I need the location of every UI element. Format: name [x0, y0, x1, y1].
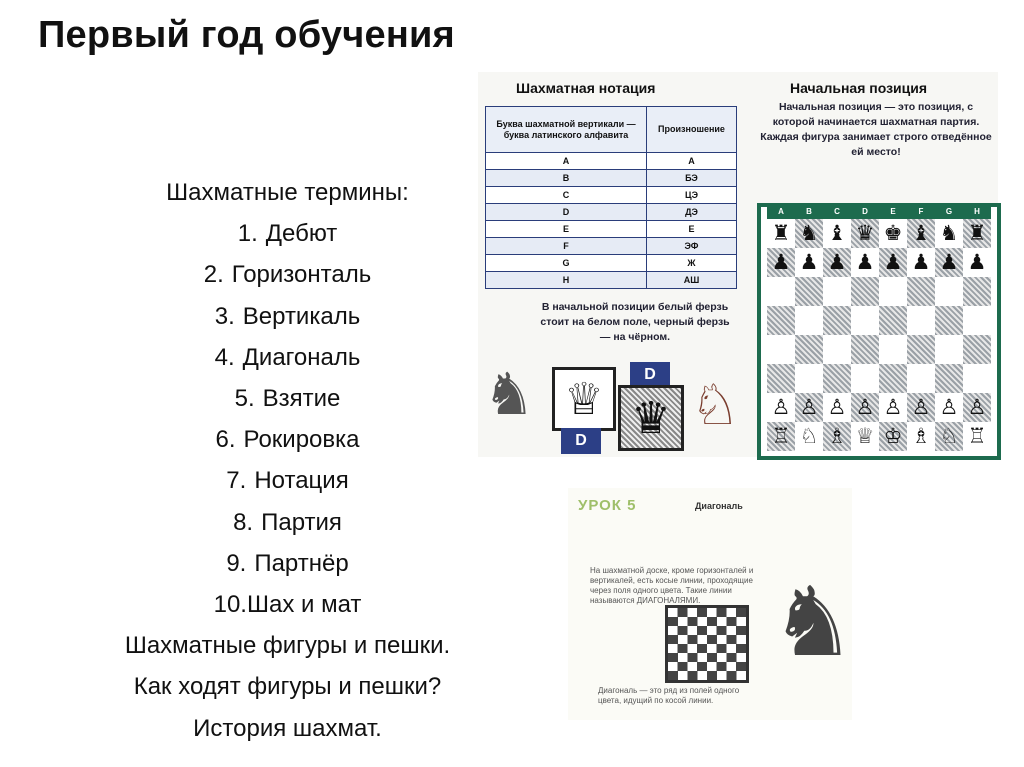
term-text: Дебют [265, 220, 338, 248]
board-square [963, 364, 991, 393]
board-square [879, 306, 907, 335]
table-row [486, 238, 737, 255]
term-text: Диагональ [242, 343, 361, 371]
table-cell: А [647, 153, 737, 170]
table-cell: F [486, 238, 647, 255]
table-cell: Ж [647, 255, 737, 272]
table-row [486, 272, 737, 289]
knight-character-icon: ♞ [770, 569, 857, 676]
table-row [486, 170, 737, 187]
black-queen-icon: ♛ [618, 385, 684, 451]
board-square: ♗ [911, 425, 931, 448]
chess-terms-list [60, 172, 515, 749]
notation-table [485, 106, 737, 289]
board-grid [767, 219, 991, 451]
label-d: D [630, 362, 670, 388]
board-square [795, 277, 823, 306]
board-square [935, 277, 963, 306]
label-d: D [561, 428, 601, 454]
board-square [823, 364, 851, 393]
term-text: Шах и мат [246, 591, 362, 619]
white-queen-icon: ♕ [552, 367, 616, 431]
file-label: A [778, 207, 784, 216]
board-square: ♞ [939, 222, 959, 245]
board-square [935, 364, 963, 393]
board-square: ♟ [799, 251, 819, 274]
table-cell: ЭФ [647, 238, 737, 255]
term-text: Нотация [254, 467, 349, 495]
term-text: Партнёр [254, 549, 349, 577]
horse-rider-icon: ♘ [690, 373, 741, 436]
board-square: ♔ [879, 422, 907, 451]
table-cell: Е [647, 221, 737, 238]
footer-line: Шахматные фигуры и пешки. [124, 632, 451, 660]
table-row [486, 204, 737, 221]
file-label: E [890, 207, 896, 216]
term-number: 3. [214, 302, 235, 330]
board-square [907, 306, 935, 335]
table-cell: H [486, 272, 647, 289]
table-row [486, 255, 737, 272]
board-square: ♘ [799, 425, 819, 448]
term-item [60, 378, 515, 419]
board-square: ♗ [823, 422, 851, 451]
file-label: C [834, 207, 840, 216]
board-square: ♙ [963, 393, 991, 422]
board-square [935, 306, 963, 335]
table-header: Буква шахматной вертикали — буква латинского алфавита [486, 107, 647, 153]
term-number: 6. [215, 426, 236, 454]
board-square [767, 277, 795, 306]
board-square [767, 306, 795, 335]
term-number: 7. [226, 467, 247, 495]
board-square: ♟ [879, 248, 907, 277]
board-square: ♝ [907, 219, 935, 248]
board-square: ♙ [851, 393, 879, 422]
term-text: Горизонталь [231, 261, 372, 289]
term-number: 1. [237, 220, 258, 248]
file-label: D [862, 207, 868, 216]
table-cell: E [486, 221, 647, 238]
board-square [851, 277, 879, 306]
board-square [823, 306, 851, 335]
board-square: ♙ [907, 393, 935, 422]
term-number: 2. [203, 261, 224, 289]
term-text: Партия [261, 508, 342, 536]
board-square [963, 277, 991, 306]
table-cell: C [486, 187, 647, 204]
board-square [851, 335, 879, 364]
board-square: ♕ [855, 425, 875, 448]
board-square [851, 364, 879, 393]
board-square: ♟ [767, 248, 795, 277]
footer-line: История шахмат. [193, 714, 382, 742]
board-square: ♞ [795, 219, 823, 248]
board-square [963, 335, 991, 364]
board-square: ♟ [823, 248, 851, 277]
table-cell: АШ [647, 272, 737, 289]
board-square [879, 364, 907, 393]
board-square: ♟ [935, 248, 963, 277]
board-square [963, 306, 991, 335]
board-square: ♚ [883, 222, 903, 245]
table-cell: A [486, 153, 647, 170]
term-item [60, 460, 515, 501]
term-item [60, 419, 515, 460]
board-square [935, 335, 963, 364]
term-item [60, 254, 515, 295]
starting-position-board [757, 203, 1001, 460]
lesson-number: УРОК 5 [578, 497, 637, 514]
file-label: H [974, 207, 980, 216]
table-row [486, 187, 737, 204]
table-cell: B [486, 170, 647, 187]
terms-header: Шахматные термины: [166, 179, 409, 206]
table-cell: G [486, 255, 647, 272]
lesson-title: Диагональ [695, 501, 743, 511]
board-square: ♝ [827, 222, 847, 245]
table-cell: ДЭ [647, 204, 737, 221]
term-number: 10. [213, 591, 247, 619]
footer-line: Как ходят фигуры и пешки? [133, 673, 442, 701]
table-cell: ЦЭ [647, 187, 737, 204]
board-file-labels [767, 207, 991, 219]
term-number: 8. [233, 508, 254, 536]
diagonal-board [665, 605, 749, 683]
table-cell: D [486, 204, 647, 221]
board-square [823, 277, 851, 306]
board-square: ♜ [963, 219, 991, 248]
board-square: ♙ [883, 396, 903, 419]
term-text: Вертикаль [242, 302, 361, 330]
table-cell: БЭ [647, 170, 737, 187]
term-item [60, 213, 515, 254]
lesson-intro-text: На шахматной доске, кроме горизонталей и вертикалей, есть косые линии, проходящие через поля одного цвета. Такие линии называются ДИАГОНАЛЯМИ. [590, 566, 754, 605]
board-square [879, 277, 907, 306]
board-square [851, 306, 879, 335]
file-label: G [945, 207, 953, 216]
term-item [60, 543, 515, 584]
board-square: ♙ [939, 396, 959, 419]
board-square [907, 335, 935, 364]
term-number: 5. [234, 385, 255, 413]
board-square: ♘ [935, 422, 963, 451]
term-text: Рокировка [243, 426, 360, 454]
board-square: ♖ [767, 422, 795, 451]
position-text: Начальная позиция — это позиция, с которой начинается шахматная партия. Каждая фигура занимает строго отведённое ей место! [760, 101, 992, 158]
board-square [907, 364, 935, 393]
term-item [60, 584, 515, 625]
board-square [823, 335, 851, 364]
board-square: ♙ [795, 393, 823, 422]
term-number: 4. [214, 343, 235, 371]
lesson-definition-text: Диагональ — это ряд из полей одного цвета, идущий по косой линии. [598, 686, 740, 705]
board-square [767, 364, 795, 393]
board-square: ♙ [771, 396, 791, 419]
file-label: F [918, 207, 924, 216]
table-row [486, 153, 737, 170]
term-item [60, 296, 515, 337]
board-square: ♟ [911, 251, 931, 274]
page-title: Первый год обучения [38, 14, 455, 56]
board-square [795, 335, 823, 364]
table-header: Произношение [647, 107, 737, 153]
board-square: ♟ [855, 251, 875, 274]
table-row [486, 221, 737, 238]
term-item [60, 337, 515, 378]
board-square [907, 277, 935, 306]
term-text: Взятие [262, 385, 341, 413]
position-heading: Начальная позиция [790, 80, 928, 96]
board-square [767, 335, 795, 364]
queen-note: В начальной позиции белый ферзь стоит на белом поле, черный ферзь — на чёрном. [540, 301, 730, 343]
board-square: ♟ [967, 251, 987, 274]
knight-character-icon: ♞ [483, 362, 535, 427]
term-item [60, 502, 515, 543]
board-square: ♛ [851, 219, 879, 248]
board-square: ♖ [967, 425, 987, 448]
board-square: ♜ [771, 222, 791, 245]
board-square [879, 335, 907, 364]
board-square [795, 364, 823, 393]
notation-heading: Шахматная нотация [516, 80, 656, 96]
board-square [795, 306, 823, 335]
board-square: ♙ [827, 396, 847, 419]
term-number: 9. [226, 549, 247, 577]
file-label: B [806, 207, 812, 216]
